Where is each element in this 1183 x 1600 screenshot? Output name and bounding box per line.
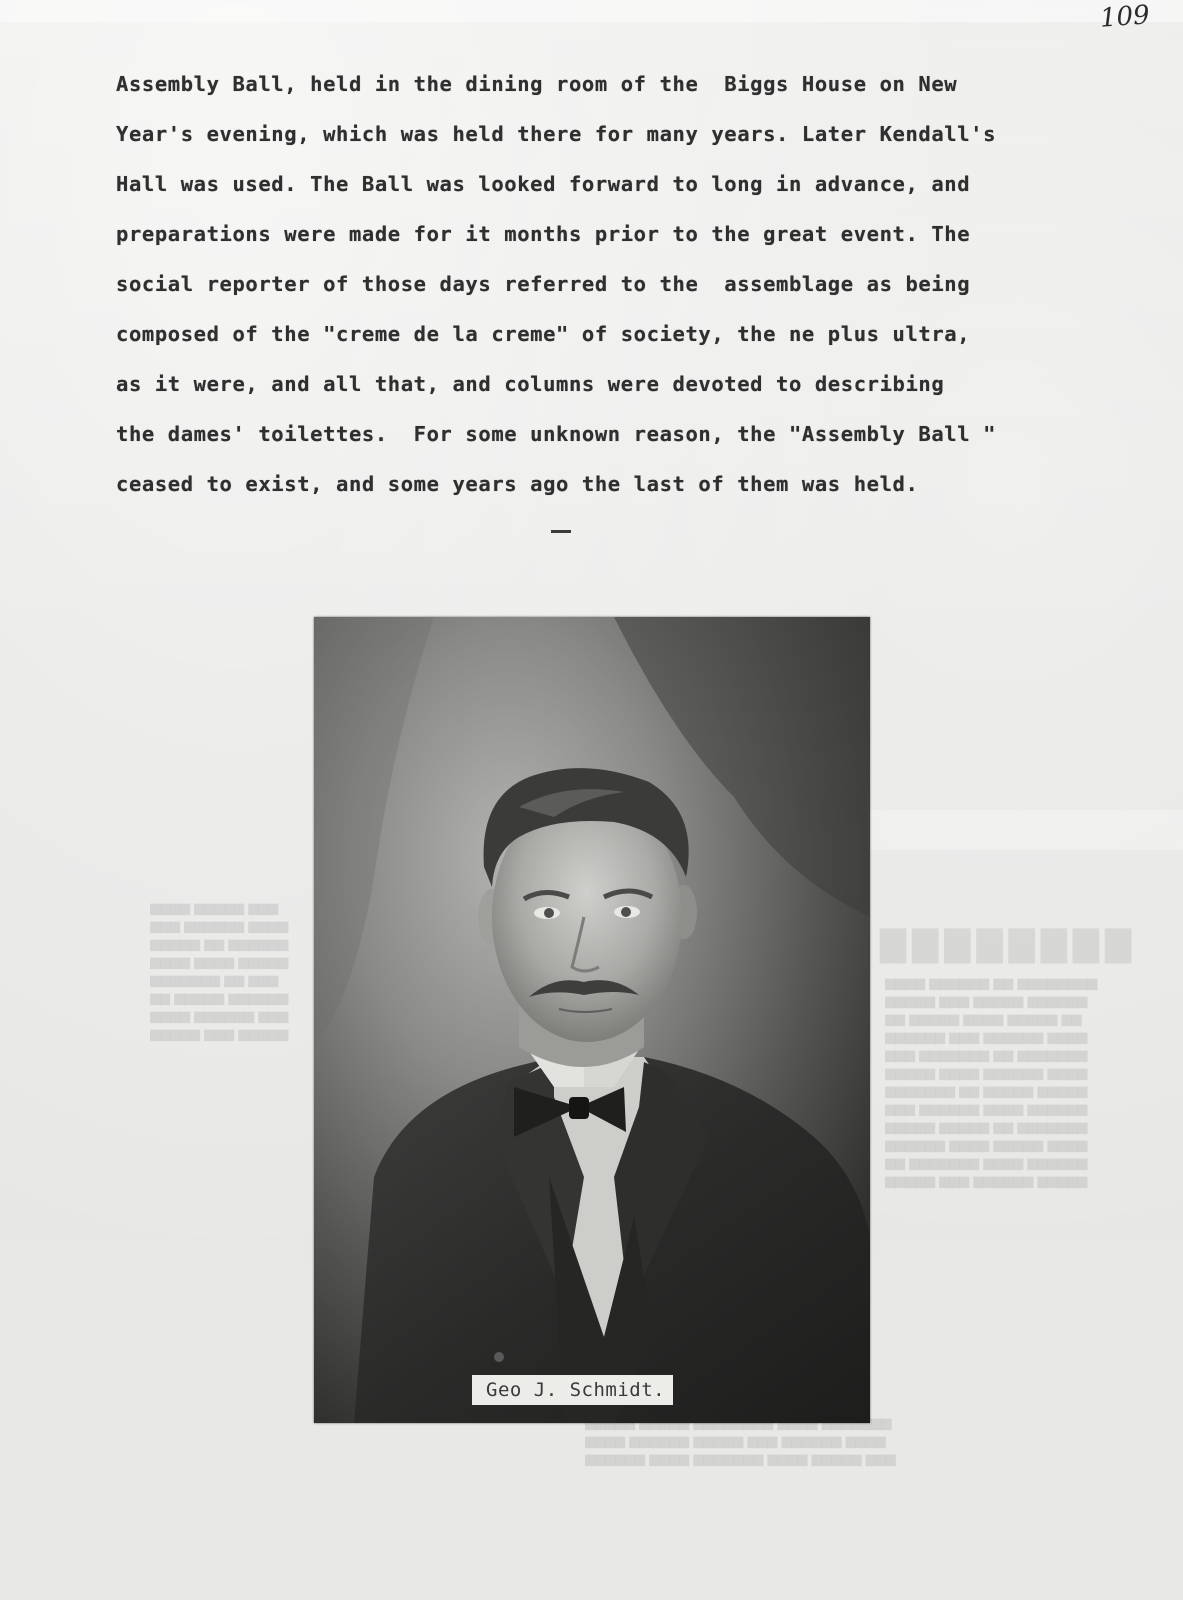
paper-crease — [870, 810, 1183, 850]
portrait-illustration — [314, 617, 870, 1423]
paragraph-line: social reporter of those days referred to the assemblage as being — [116, 272, 971, 296]
paragraph-line: Year's evening, which was held there for many years. Later Kendall's — [116, 122, 997, 146]
reverse-side-bleed: ▆▆▆▆▆ ▆▆▆▆▆ ▆▆▆▆▆▆▆▆ ▆▆▆▆ ▆▆▆▆▆▆▆ ▆▆▆▆ ▆▆▆▆▆▆ ▆▆▆▆▆ ▆▆▆ ▆▆▆▆▆▆ ▆▆▆▆ ▆▆▆▆▆▆ ▆▆▆▆ ▆▆▆▆▆▆▆ ▆▆▆▆ ▆▆▆▆▆ ▆▆▆ — [585, 1416, 896, 1467]
typed-paragraph — [116, 66, 1106, 516]
photo-caption: Geo J. Schmidt. — [472, 1375, 673, 1405]
paper-crease — [0, 0, 1183, 22]
section-divider — [551, 530, 571, 533]
portrait-photograph — [314, 617, 870, 1423]
paragraph-line: ceased to exist, and some years ago the last of them was held. — [116, 472, 919, 496]
reverse-side-bleed: ▆▆▆▆ ▆▆▆▆▆ ▆▆▆ ▆▆▆ ▆▆▆▆▆▆ ▆▆▆▆ ▆▆▆▆▆ ▆▆ ▆▆▆▆▆▆ ▆▆▆▆ ▆▆▆▆ ▆▆▆▆▆ ▆▆▆▆▆▆▆ ▆▆ ▆▆▆ ▆▆ ▆▆▆▆▆ ▆▆▆▆▆▆ ▆▆▆▆ ▆▆▆▆▆▆ ▆▆▆ ▆▆▆▆▆ ▆▆▆ ▆▆▆▆▆ — [150, 901, 289, 1042]
page-number: 109 — [1099, 0, 1151, 34]
paragraph-line: the dames' toilettes. For some unknown reason, the "Assembly Ball " — [116, 422, 997, 446]
paragraph-line: preparations were made for it months prior to the great event. The — [116, 222, 971, 246]
reverse-side-bleed: ▇▇▇▇▇▇▇▇ — [880, 924, 1138, 964]
paragraph-line: composed of the "creme de la creme" of society, the ne plus ultra, — [116, 322, 971, 346]
paragraph-line: as it were, and all that, and columns were devoted to describing — [116, 372, 945, 396]
paragraph-line: Hall was used. The Ball was looked forward to long in advance, and — [116, 172, 971, 196]
reverse-side-bleed: ▆▆▆▆ ▆▆▆▆▆▆ ▆▆ ▆▆▆▆▆▆▆▆ ▆▆▆▆▆ ▆▆▆ ▆▆▆▆▆ ▆▆▆▆▆▆ ▆▆ ▆▆▆▆▆ ▆▆▆▆ ▆▆▆▆▆ ▆▆ ▆▆▆▆▆▆ ▆▆▆ ▆▆▆▆▆▆ ▆▆▆▆ ▆▆▆ ▆▆▆▆▆▆▆ ▆▆ ▆▆▆▆▆▆▆ ▆▆▆▆▆ ▆▆▆▆ ▆▆▆▆▆▆ ▆▆▆▆ ▆▆▆▆▆▆▆ ▆▆ ▆▆▆▆▆ ▆▆▆▆▆ ▆▆▆ ▆▆▆▆▆▆ ▆▆▆▆ ▆▆▆▆▆▆ ▆▆▆▆▆ ▆▆▆▆▆ ▆▆ ▆▆▆▆▆▆▆ ▆▆▆▆▆▆ ▆▆▆▆ ▆▆▆▆▆ ▆▆▆▆ ▆▆ ▆▆▆▆▆▆▆ ▆▆▆▆ ▆▆▆▆▆▆ ▆▆▆▆▆ ▆▆▆ ▆▆▆▆▆▆ ▆▆▆▆▆ — [885, 976, 1098, 1189]
paragraph-line: Assembly Ball, held in the dining room of the Biggs House on New — [116, 72, 958, 96]
